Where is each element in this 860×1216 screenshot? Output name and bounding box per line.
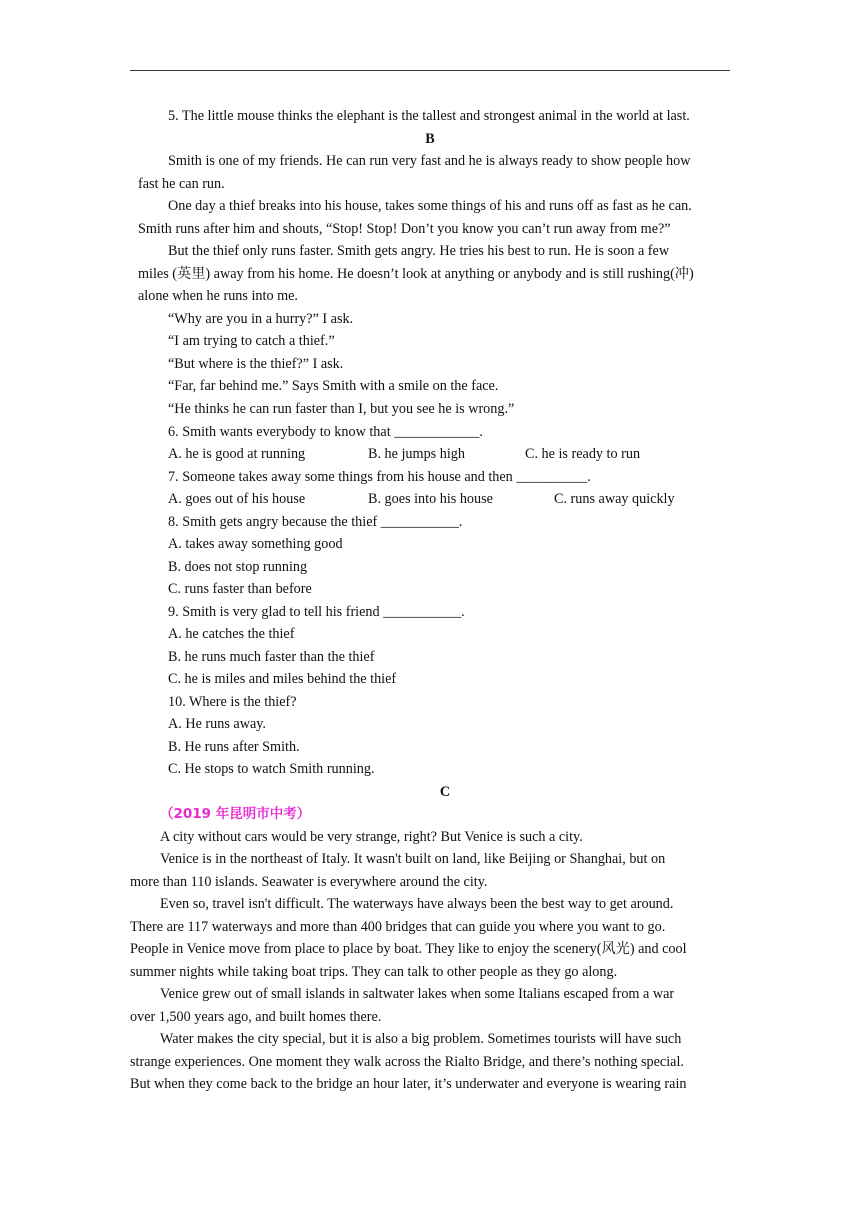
question-7-option-a: A. goes out of his house (168, 491, 306, 507)
passage-c-paragraph-5-line-2: strange experiences. One moment they walk across the Rialto Bridge, and there’s nothing special. (130, 1054, 684, 1070)
dialogue-line-2: “I am trying to catch a thief.” (168, 333, 335, 349)
passage-b-paragraph-3-line-1: But the thief only runs faster. Smith gets angry. He tries his best to run. He is soon a few (168, 243, 670, 259)
passage-c-paragraph-3-line-4: summer nights while taking boat trips. They can talk to other people as they go along. (130, 964, 618, 980)
passage-c-paragraph-3-line-1: Even so, travel isn't difficult. The waterways have always been the best way to get around. (160, 896, 674, 912)
section-b-heading: B (425, 131, 435, 147)
question-9: 9. Smith is very glad to tell his friend ___________. (168, 604, 465, 620)
question-10-option-c: C. He stops to watch Smith running. (168, 761, 375, 777)
passage-b-paragraph-3-line-3: alone when he runs into me. (138, 288, 298, 304)
passage-c-paragraph-3-line-3: People in Venice move from place to place by boat. They like to enjoy the scenery(风光) and cool (130, 941, 687, 957)
question-6-option-c: C. he is ready to run (525, 446, 641, 462)
passage-b-paragraph-1-line-1: Smith is one of my friends. He can run very fast and he is always ready to show people how (168, 153, 691, 169)
passage-c-paragraph-4-line-2: over 1,500 years ago, and built homes there. (130, 1009, 382, 1025)
question-8-option-b: B. does not stop running (168, 559, 308, 575)
question-8-option-c: C. runs faster than before (168, 581, 312, 597)
question-7-option-c: C. runs away quickly (554, 491, 675, 507)
section-c-heading: C (439, 784, 451, 800)
question-8: 8. Smith gets angry because the thief ___________. (168, 514, 463, 530)
passage-c-paragraph-5-line-1: Water makes the city special, but it is also a big problem. Sometimes tourists will have such (160, 1031, 682, 1047)
passage-b-paragraph-1-line-2: fast he can run. (138, 176, 225, 192)
dialogue-line-5: “He thinks he can run faster than I, but you see he is wrong.” (168, 401, 515, 417)
source-label: （2019 年昆明市中考） (160, 806, 311, 822)
passage-b-paragraph-2-line-1: One day a thief breaks into his house, takes some things of his and runs off as fast as he can. (168, 198, 692, 214)
question-5: 5. The little mouse thinks the elephant is the tallest and strongest animal in the world at last. (168, 108, 690, 124)
passage-c-paragraph-2-line-1: Venice is in the northeast of Italy. It wasn't built on land, like Beijing or Shanghai, but on (160, 851, 666, 867)
question-9-option-a: A. he catches the thief (168, 626, 295, 642)
question-10-option-a: A. He runs away. (168, 716, 266, 732)
dialogue-line-1: “Why are you in a hurry?” I ask. (168, 311, 354, 327)
question-10: 10. Where is the thief? (168, 694, 297, 710)
question-6-option-a: A. he is good at running (168, 446, 306, 462)
dialogue-line-4: “Far, far behind me.” Says Smith with a smile on the face. (168, 378, 499, 394)
question-10-option-b: B. He runs after Smith. (168, 739, 300, 755)
passage-c-paragraph-3-line-2: There are 117 waterways and more than 400 bridges that can guide you where you want to go. (130, 919, 666, 935)
header-rule (130, 70, 730, 71)
dialogue-line-3: “But where is the thief?” I ask. (168, 356, 344, 372)
question-9-option-b: B. he runs much faster than the thief (168, 649, 375, 665)
passage-c-paragraph-5-line-3: But when they come back to the bridge an hour later, it’s underwater and everyone is wearing rain (130, 1076, 687, 1092)
passage-c-paragraph-2-line-2: more than 110 islands. Seawater is everywhere around the city. (130, 874, 488, 890)
question-9-option-c: C. he is miles and miles behind the thief (168, 671, 397, 687)
question-8-option-a: A. takes away something good (168, 536, 343, 552)
question-7: 7. Someone takes away some things from his house and then __________. (168, 469, 591, 485)
passage-c-paragraph-4-line-1: Venice grew out of small islands in saltwater lakes when some Italians escaped from a war (160, 986, 675, 1002)
question-7-option-b: B. goes into his house (368, 491, 493, 507)
passage-b-paragraph-3-line-2: miles (英里) away from his home. He doesn’t look at anything or anybody and is still rushing(冲) (138, 266, 694, 282)
passage-b-paragraph-2-line-2: Smith runs after him and shouts, “Stop! Stop! Don’t you know you can’t run away from me?” (138, 221, 671, 237)
question-6: 6. Smith wants everybody to know that ____________. (168, 424, 483, 440)
question-6-option-b: B. he jumps high (368, 446, 465, 462)
passage-c-paragraph-1: A city without cars would be very strange, right? But Venice is such a city. (160, 829, 583, 845)
